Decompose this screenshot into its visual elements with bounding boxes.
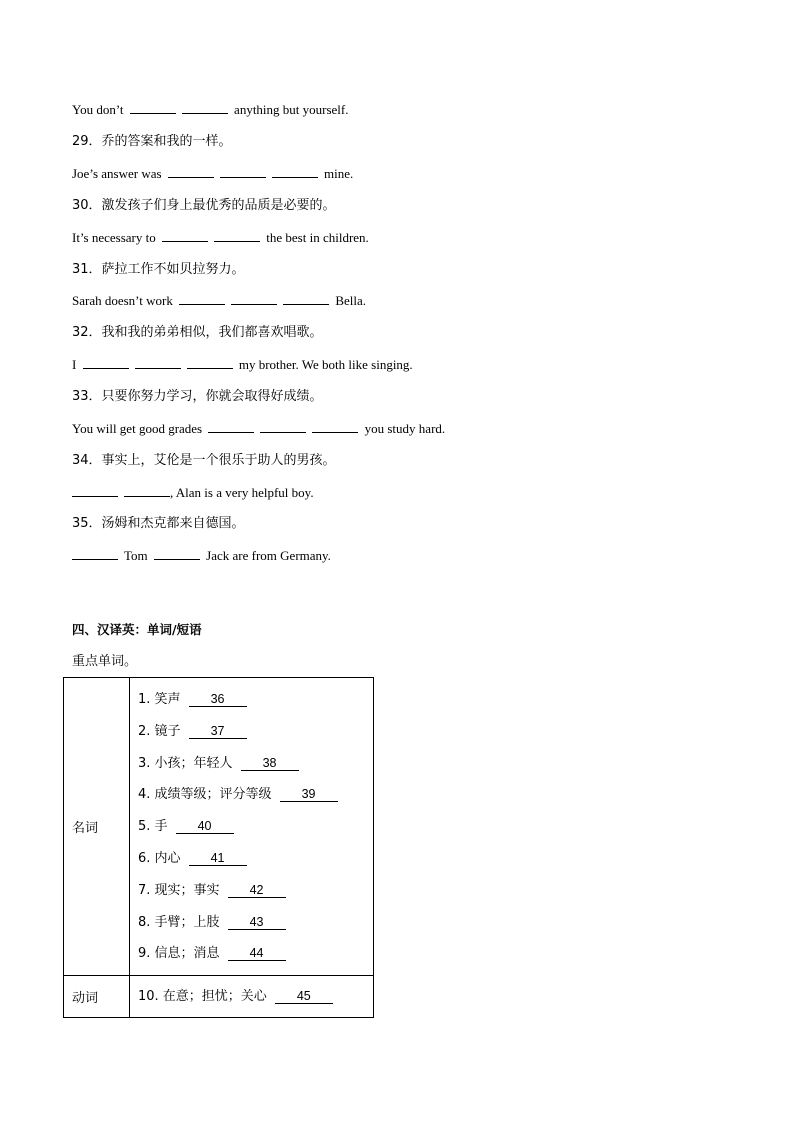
question-34-prompt: 34．事实上，艾伦是一个很乐于助人的男孩。	[72, 453, 336, 468]
sentence-text: I	[72, 357, 77, 372]
vocab-item: 8. 手臂；上肢 43	[138, 907, 373, 939]
answer-blank[interactable]: 41	[189, 851, 247, 866]
noun-row	[64, 678, 374, 976]
answer-blank[interactable]: 37	[189, 724, 247, 739]
sentence-31-english	[72, 292, 366, 310]
sentence-text: It’s necessary to	[72, 230, 156, 245]
sentence-text: You don’t	[72, 102, 124, 117]
verb-items-cell	[130, 976, 374, 1018]
sentence-35-english	[72, 547, 331, 565]
answer-blank[interactable]: 36	[189, 692, 247, 707]
answer-blank[interactable]	[220, 165, 266, 178]
answer-blank[interactable]: 42	[228, 883, 286, 898]
answer-blank[interactable]	[179, 292, 225, 305]
verb-row	[64, 976, 374, 1018]
answer-blank[interactable]	[72, 547, 118, 560]
sentence-text: Sarah doesn’t work	[72, 293, 173, 308]
sentence-text: Bella.	[335, 293, 367, 308]
answer-blank[interactable]	[283, 292, 329, 305]
sentence-33-english	[72, 420, 445, 438]
sentence-30-english	[72, 229, 369, 247]
vocab-item: 5. 手 40	[138, 811, 373, 843]
answer-blank[interactable]: 40	[176, 819, 234, 834]
answer-blank[interactable]: 38	[241, 756, 299, 771]
sentence-34-english	[72, 484, 314, 502]
vocab-item: 10. 在意；担忧；关心 45	[138, 981, 373, 1013]
answer-blank[interactable]	[260, 420, 306, 433]
answer-blank[interactable]	[187, 356, 233, 369]
sentence-29-english	[72, 165, 353, 183]
noun-items-cell	[130, 678, 374, 976]
answer-blank[interactable]	[312, 420, 358, 433]
sentence-text: Tom	[124, 548, 148, 563]
answer-blank[interactable]	[124, 484, 170, 497]
sentence-text: mine.	[324, 166, 354, 181]
answer-blank[interactable]	[231, 292, 277, 305]
section-heading: 四、汉译英：单词/短语	[72, 622, 202, 637]
question-30-prompt: 30．激发孩子们身上最优秀的品质是必要的。	[72, 198, 336, 213]
answer-blank[interactable]	[182, 101, 228, 114]
sentence-text: You will get good grades	[72, 421, 203, 436]
sentence-text: , Alan is a very helpful boy.	[170, 485, 314, 500]
answer-blank[interactable]	[272, 165, 318, 178]
verb-label: 动词	[64, 976, 130, 1018]
answer-blank[interactable]	[214, 229, 260, 242]
vocab-item: 1. 笑声 36	[138, 684, 373, 716]
vocab-item: 3. 小孩；年轻人 38	[138, 748, 373, 780]
question-35-prompt: 35．汤姆和杰克都来自德国。	[72, 516, 245, 531]
question-32-prompt: 32．我和我的弟弟相似，我们都喜欢唱歌。	[72, 325, 323, 340]
answer-blank[interactable]: 43	[228, 915, 286, 930]
answer-blank[interactable]	[130, 101, 176, 114]
noun-label: 名词	[64, 678, 130, 976]
vocab-item: 4. 成绩等级；评分等级 39	[138, 779, 373, 811]
sentence-text: anything but yourself.	[234, 102, 349, 117]
section-subheading: 重点单词。	[72, 654, 138, 669]
sentence-text: Joe’s answer was	[72, 166, 162, 181]
sentence-text: you study hard.	[364, 421, 446, 436]
sentence-text: my brother. We both like singing.	[238, 357, 413, 372]
vocab-item: 6. 内心 41	[138, 843, 373, 875]
sentence-text: Jack are from Germany.	[206, 548, 331, 563]
vocab-item: 7. 现实；事实 42	[138, 875, 373, 907]
vocab-item: 9. 信息；消息 44	[138, 938, 373, 970]
answer-blank[interactable]	[168, 165, 214, 178]
answer-blank[interactable]	[208, 420, 254, 433]
answer-blank[interactable]	[83, 356, 129, 369]
sentence-text: the best in children.	[266, 230, 369, 245]
answer-blank[interactable]: 45	[275, 989, 333, 1004]
sentence-32-english	[72, 356, 413, 374]
sentence-28-english	[72, 101, 349, 119]
question-33-prompt: 33．只要你努力学习，你就会取得好成绩。	[72, 389, 323, 404]
question-31-prompt: 31．萨拉工作不如贝拉努力。	[72, 262, 245, 277]
answer-blank[interactable]: 44	[228, 946, 286, 961]
answer-blank[interactable]: 39	[280, 787, 338, 802]
answer-blank[interactable]	[135, 356, 181, 369]
question-29-prompt: 29．乔的答案和我的一样。	[72, 134, 232, 149]
answer-blank[interactable]	[154, 547, 200, 560]
vocab-item: 2. 镜子 37	[138, 716, 373, 748]
answer-blank[interactable]	[72, 484, 118, 497]
answer-blank[interactable]	[162, 229, 208, 242]
vocab-table	[63, 677, 374, 1018]
